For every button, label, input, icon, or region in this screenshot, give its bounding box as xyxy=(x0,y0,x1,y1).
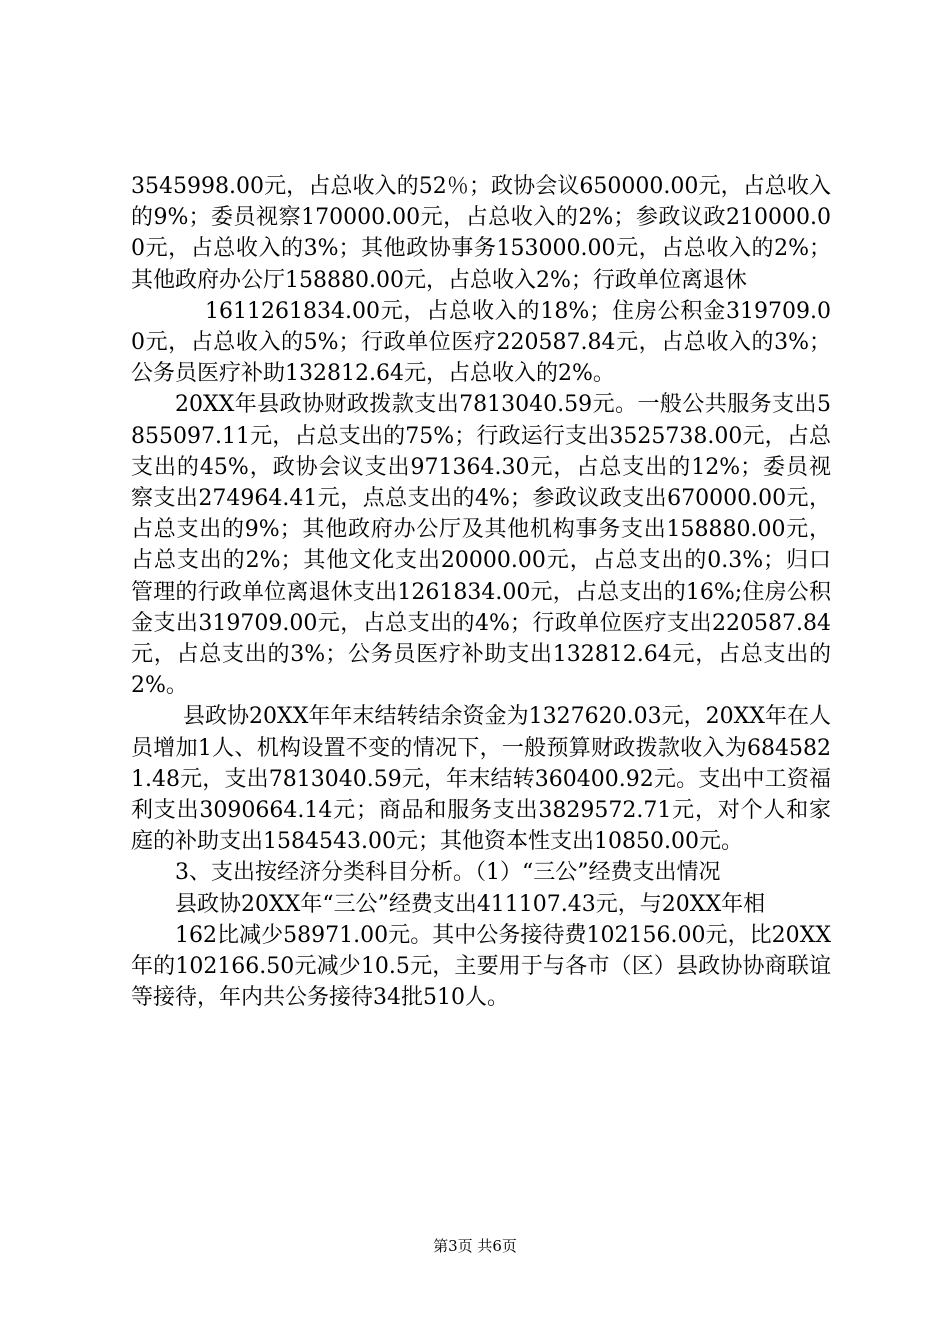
document-body xyxy=(131,171,831,1013)
paragraph-three-public-expenses: 县政协20XX年“三公”经费支出411107.43元，与20XX年相 xyxy=(175,891,766,917)
paragraph-income-breakdown: 3545998.00元，占总收入的52％；政协会议650000.00元，占总收入的9%；委员视察170000.00元，占总收入的2%；参政议政210000.00元，占总收入的3%；其他政协事务153000.00元，占总收入的2%；其他政府办公厅158880.00元，占总收入2%；行政单位离退休 xyxy=(131,174,831,293)
paragraph-year-end-balance: 县政协20XX年年末结转结余资金为1327620.03元，20XX年在人员增加1人、机构设置不变的情况下，一般预算财政拨款收入为6845821.48元，支出7813040.59元，年末结转360400.92元。支出中工资福利支出3090664.14元；商品和服务支出3829572.71元，对个人和家庭的补助支出1584543.00元；其他资本性支出10850.00元。 xyxy=(131,704,831,855)
paragraph-reception-expenses: 162比减少58971.00元。其中公务接待费102156.00元，比20XX年的102166.50元减少10.5元，主要用于与各市（区）县政协协商联谊等接待，年内共公务接待34批510人。 xyxy=(131,922,831,1011)
paragraph-income-continued: 1611261834.00元，占总收入的18%；住房公积金319709.00元，占总收入的5%；行政单位医疗220587.84元，占总收入的3%；公务员医疗补助132812.64元，占总收入的2%。 xyxy=(131,298,831,387)
paragraph-section-heading: 3、支出按经济分类科目分析。（1）“三公”经费支出情况 xyxy=(175,860,721,886)
page-number-footer: 第3页 共6页 xyxy=(433,1237,517,1255)
paragraph-expenditure: 20XX年县政协财政拨款支出7813040.59元。一般公共服务支出5855097.11元，占总支出的75%；行政运行支出3525738.00元，占总支出的45%，政协会议支出971364.30元，占总支出的12%；委员视察支出274964.41元，点总支出的4%；参政议政支出670000.00元，占总支出的9%；其他政府办公厅及其他机构事务支出158880.00元，占总支出的2%；其他文化支出20000.00元，占总支出的0.3%；归口管理的行政单位离退休支出1261834.00元，占总支出的16%;住房公积金支出319709.00元，占总支出的4%；行政单位医疗支出220587.84元，占总支出的3%；公务员医疗补助支出132812.64元，占总支出的2%。 xyxy=(131,392,831,699)
